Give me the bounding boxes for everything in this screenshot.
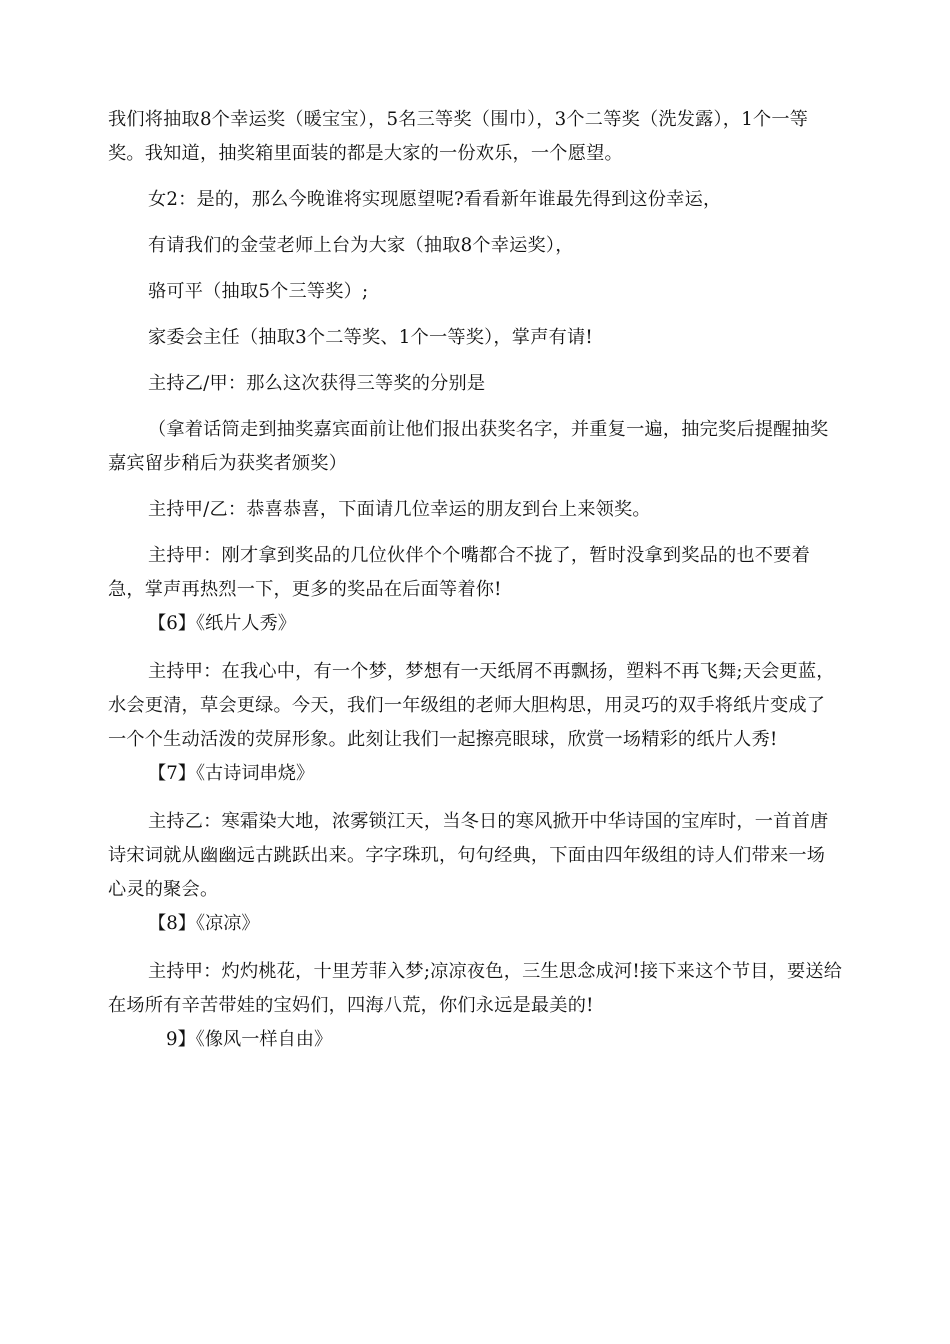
paragraph-third-prize-winners: 主持乙/甲：那么这次获得三等奖的分别是 — [148, 373, 486, 394]
section-heading-9: 9】《像风一样自由》 — [166, 1029, 333, 1050]
document-body — [108, 103, 843, 1057]
paragraph-congratulations: 主持甲/乙：恭喜恭喜，下面请几位幸运的朋友到台上来领奖。 — [148, 499, 651, 520]
paragraph-liangliang: 主持甲：灼灼桃花，十里芳菲入梦;凉凉夜色，三生思念成河!接下来这个节目，要送给在场所有辛苦带娃的宝妈们，四海八荒，你们永远是最美的! — [108, 961, 843, 1016]
section-heading-8: 【8】《凉凉》 — [148, 913, 260, 934]
section-heading-7: 【7】《古诗词串烧》 — [148, 763, 315, 784]
paragraph-stage-direction: （拿着话筒走到抽奖嘉宾面前让他们报出获奖名字，并重复一遍，抽完奖后提醒抽奖嘉宾留步稍后为获奖者颁奖） — [108, 419, 829, 474]
paragraph-host-encourage: 主持甲：刚才拿到奖品的几位伙伴个个嘴都合不拢了，暂时没拿到奖品的也不要着急，掌声再热烈一下，更多的奖品在后面等着你! — [108, 545, 810, 600]
section-heading-6: 【6】《纸片人秀》 — [148, 613, 296, 634]
paragraph-poetry-medley: 主持乙：寒霜染大地，浓雾锁江天，当冬日的寒风掀开中华诗国的宝库时，一首首唐诗宋词就从幽幽远古跳跃出来。字字珠玑，句句经典，下面由四年级组的诗人们带来一场心灵的聚会。 — [108, 811, 829, 900]
paragraph-paper-show: 主持甲：在我心中，有一个梦，梦想有一天纸屑不再飘扬，塑料不再飞舞;天会更蓝，水会更清，草会更绿。今天，我们一年级组的老师大胆构思，用灵巧的双手将纸片变成了一个个生动活泼的荧屏形象。此刻让我们一起擦亮眼球，欣赏一场精彩的纸片人秀! — [108, 661, 835, 750]
paragraph-invite-teacher: 有请我们的金莹老师上台为大家（抽取8个幸运奖）， — [148, 235, 574, 256]
paragraph-lottery-intro: 我们将抽取8个幸运奖（暖宝宝），5名三等奖（围巾），3个二等奖（洗发露），1个一等奖。我知道，抽奖箱里面装的都是大家的一份欢乐，一个愿望。 — [108, 109, 809, 164]
paragraph-invite-second: 骆可平（抽取5个三等奖）; — [148, 281, 369, 302]
paragraph-female-host-line: 女2：是的，那么今晚谁将实现愿望呢?看看新年谁最先得到这份幸运， — [148, 189, 722, 210]
paragraph-invite-committee: 家委会主任（抽取3个二等奖、1个一等奖），掌声有请! — [148, 327, 593, 348]
